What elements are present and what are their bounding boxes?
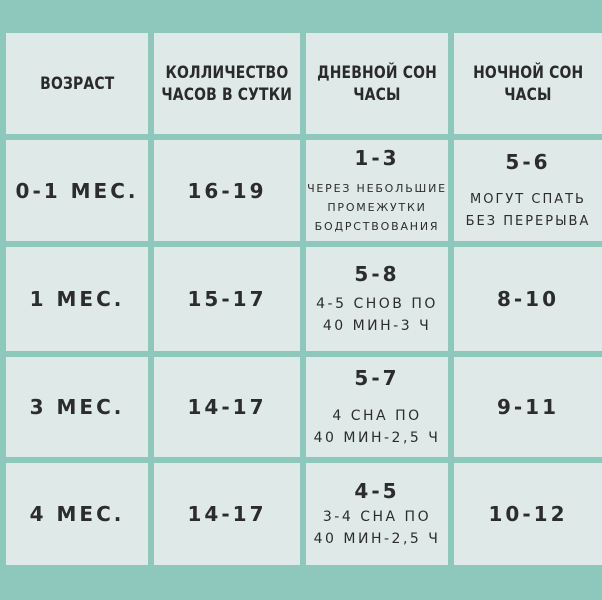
- row4-day: [306, 463, 448, 565]
- day-sleep-value: 5-8: [354, 262, 400, 286]
- total-hours-value: 15-17: [187, 287, 267, 311]
- age-value: 1 МЕС.: [29, 287, 125, 311]
- day-sleep-note-line1: 4 СНА ПО: [332, 408, 422, 424]
- header-day-line2: ЧАСЫ: [353, 84, 401, 105]
- header-hours-line2: ЧАСОВ В СУТКИ: [161, 84, 293, 105]
- day-sleep-note-line2: 40 МИН-2,5 Ч: [313, 531, 441, 547]
- header-hours-per-day: [154, 33, 300, 134]
- row3-night: [454, 357, 602, 457]
- row4-age: [6, 463, 148, 565]
- header-day-sleep: [306, 33, 448, 134]
- header-age-text: ВОЗРАСТ: [39, 73, 115, 94]
- row4-total: [154, 463, 300, 565]
- header-hours-line1: КОЛЛИЧЕСТВО: [165, 62, 289, 83]
- day-sleep-note-line2: ПРОМЕЖУТКИ: [327, 201, 427, 214]
- day-sleep-note-line3: БОДРСТВОВАНИЯ: [314, 220, 440, 233]
- row1-day: [306, 140, 448, 241]
- total-hours-value: 14-17: [187, 502, 267, 526]
- header-night-line2: ЧАСЫ: [504, 84, 552, 105]
- night-sleep-note-line2: БЕЗ ПЕРЕРЫВА: [465, 213, 591, 229]
- header-night-sleep: [454, 33, 602, 134]
- row2-day: [306, 247, 448, 351]
- night-sleep-note-line1: МОГУТ СПАТЬ: [470, 191, 586, 207]
- row2-night: [454, 247, 602, 351]
- day-sleep-note-line1: 3-4 СНА ПО: [322, 509, 432, 525]
- night-sleep-value: 10-12: [488, 502, 568, 526]
- day-sleep-note-line2: 40 МИН-2,5 Ч: [313, 430, 441, 446]
- night-sleep-value: 8-10: [496, 287, 560, 311]
- night-sleep-value: 5-6: [505, 149, 551, 174]
- day-sleep-value: 4-5: [354, 479, 400, 503]
- row3-total: [154, 357, 300, 457]
- header-day-line1: ДНЕВНОЙ СОН: [317, 62, 437, 83]
- day-sleep-value: 1-3: [354, 146, 400, 170]
- row1-total: [154, 140, 300, 241]
- age-value: 0-1 МЕС.: [15, 178, 139, 203]
- day-sleep-note-line1: ЧЕРЕЗ НЕБОЛЬШИЕ: [307, 182, 447, 195]
- row1-night: [454, 140, 602, 241]
- row1-age: [6, 140, 148, 241]
- row2-age: [6, 247, 148, 351]
- day-sleep-note-line2: 40 МИН-3 Ч: [322, 318, 432, 334]
- day-sleep-note-line1: 4-5 СНОВ ПО: [316, 296, 438, 312]
- age-value: 3 МЕС.: [29, 395, 125, 419]
- header-night-line1: НОЧНОЙ СОН: [472, 62, 584, 83]
- age-value: 4 МЕС.: [29, 502, 125, 526]
- total-hours-value: 16-19: [187, 178, 267, 203]
- row2-total: [154, 247, 300, 351]
- total-hours-value: 14-17: [187, 395, 267, 419]
- row3-age: [6, 357, 148, 457]
- row3-day: [306, 357, 448, 457]
- row4-night: [454, 463, 602, 565]
- night-sleep-value: 9-11: [496, 395, 560, 419]
- header-age: [6, 33, 148, 134]
- day-sleep-value: 5-7: [354, 366, 400, 390]
